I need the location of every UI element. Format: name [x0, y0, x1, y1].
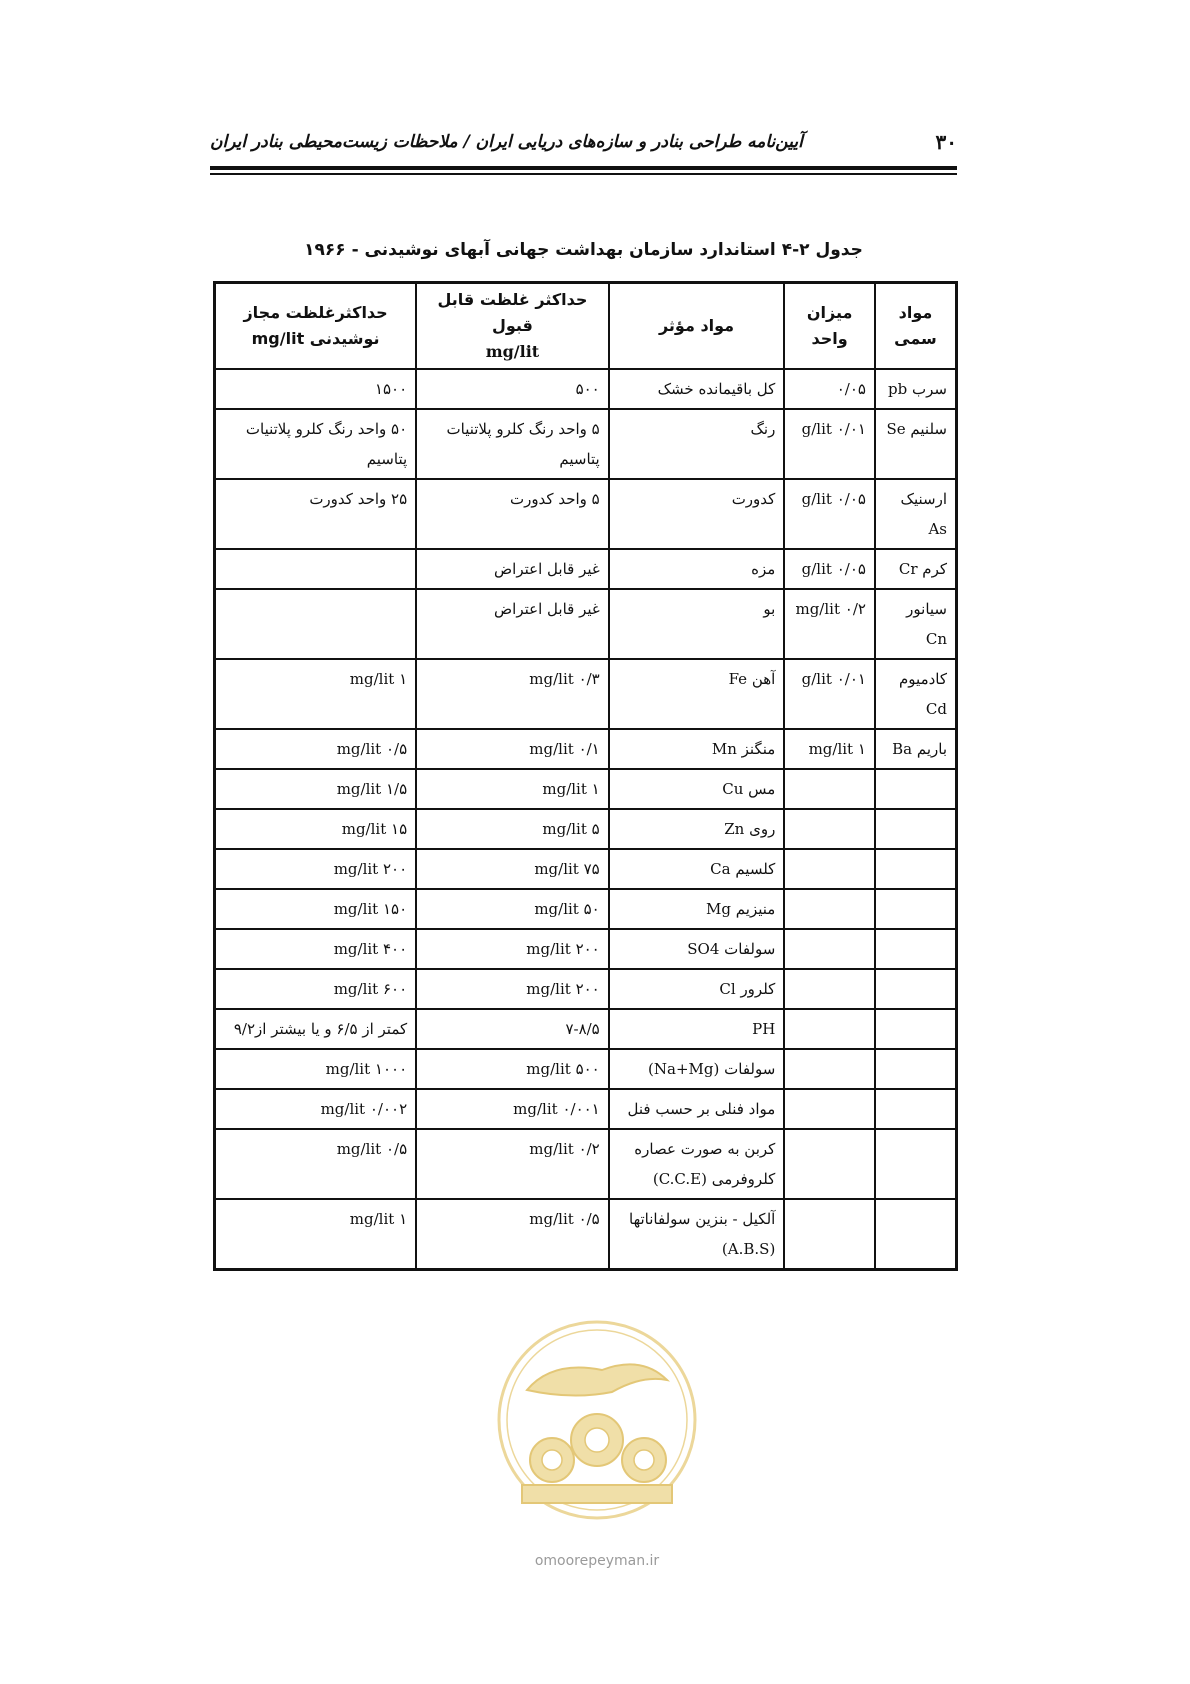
cell-acceptable: ۰/۰۰۱ mg/lit: [416, 1089, 609, 1129]
cell-max: ۱۰۰۰ mg/lit: [215, 1049, 417, 1089]
header-toxic: مواد سمی: [875, 283, 957, 370]
cell-acceptable: ۰/۵ mg/lit: [416, 1199, 609, 1270]
header-acceptable-line2: mg/lit: [485, 342, 540, 361]
cell-max: ۰/۵ mg/lit: [215, 1129, 417, 1199]
cell-agent: کلرور Cl: [609, 969, 785, 1009]
cell-toxic: [875, 849, 957, 889]
header-rule-thick: [210, 166, 957, 170]
cell-agent: مزه: [609, 549, 785, 589]
cell-toxic: ارسنیک As: [875, 479, 957, 549]
running-title: آیین‌نامه طراحی بنادر و سازه‌های دریایی ایران / ملاحظات زیست‌محیطی بنادر ایران: [210, 132, 803, 152]
cell-toxic: [875, 929, 957, 969]
watermark-logo-icon: [492, 1300, 702, 1550]
cell-max: ۱ mg/lit: [215, 659, 417, 729]
water-standard-table: [213, 281, 958, 1271]
table-row: [215, 369, 957, 409]
cell-max: ۲۵ واحد کدورت: [215, 479, 417, 549]
table-row: [215, 409, 957, 479]
cell-unit: [784, 769, 875, 809]
cell-acceptable: ۷۵ mg/lit: [416, 849, 609, 889]
cell-toxic: [875, 1049, 957, 1089]
cell-max: ۱۵۰ mg/lit: [215, 889, 417, 929]
cell-toxic: [875, 1199, 957, 1270]
cell-agent: سولفات (Na+Mg): [609, 1049, 785, 1089]
cell-acceptable: ۵ واحد رنگ کلرو پلاتنیات پتاسیم: [416, 409, 609, 479]
cell-acceptable: ۵۰۰: [416, 369, 609, 409]
cell-acceptable: ۱ mg/lit: [416, 769, 609, 809]
cell-agent: کل باقیمانده خشک: [609, 369, 785, 409]
cell-unit: ۰/۰۵: [784, 369, 875, 409]
cell-acceptable: غیر قابل اعتراض: [416, 549, 609, 589]
table-row: [215, 589, 957, 659]
cell-unit: ۰/۲ mg/lit: [784, 589, 875, 659]
cell-toxic: [875, 809, 957, 849]
cell-max: ۱۵ mg/lit: [215, 809, 417, 849]
table-header-row: [215, 283, 957, 370]
cell-toxic: [875, 969, 957, 1009]
page-header: [210, 126, 957, 170]
table-row: [215, 809, 957, 849]
cell-max: [215, 589, 417, 659]
watermark: [492, 1300, 702, 1569]
cell-agent: کربن به صورت عصاره کلروفرمی (C.C.E): [609, 1129, 785, 1199]
table-row: [215, 849, 957, 889]
cell-acceptable: غیر قابل اعتراض: [416, 589, 609, 659]
cell-unit: ۰/۰۵ g/lit: [784, 479, 875, 549]
cell-toxic: باریم Ba: [875, 729, 957, 769]
cell-toxic: کادمیوم Cd: [875, 659, 957, 729]
table-caption: جدول ۲-۴ استاندارد سازمان بهداشت جهانی آبهای نوشیدنی - ۱۹۶۶: [304, 240, 863, 260]
header-agent: مواد مؤثر: [609, 283, 785, 370]
cell-acceptable: ۲۰۰ mg/lit: [416, 929, 609, 969]
cell-unit: [784, 849, 875, 889]
header-unit-line1: میزان: [806, 303, 853, 322]
header-unit-line2: واحد: [811, 329, 848, 348]
cell-unit: [784, 929, 875, 969]
cell-toxic: سلنیم Se: [875, 409, 957, 479]
cell-agent: آلکیل - بنزین سولفاناتها (A.B.S): [609, 1199, 785, 1270]
page-number: ۳۰: [935, 130, 957, 154]
table-row: [215, 1009, 957, 1049]
cell-agent: سولفات SO4: [609, 929, 785, 969]
cell-max: ۶۰۰ mg/lit: [215, 969, 417, 1009]
cell-agent: روی Zn: [609, 809, 785, 849]
cell-toxic: [875, 1129, 957, 1199]
cell-toxic: کرم Cr: [875, 549, 957, 589]
table-row: [215, 1199, 957, 1270]
table-body: [215, 369, 957, 1270]
watermark-site: omoorepeyman.ir: [534, 1553, 660, 1569]
cell-unit: ۰/۰۱ g/lit: [784, 659, 875, 729]
table-row: [215, 889, 957, 929]
cell-agent: کدورت: [609, 479, 785, 549]
cell-unit: [784, 1129, 875, 1199]
cell-toxic: [875, 1089, 957, 1129]
table-row: [215, 929, 957, 969]
table-row: [215, 729, 957, 769]
table-row: [215, 1089, 957, 1129]
header-max-line1: حداکثرغلظت مجاز: [243, 303, 388, 322]
cell-toxic: سرب pb: [875, 369, 957, 409]
cell-toxic: [875, 1009, 957, 1049]
table-row: [215, 1129, 957, 1199]
cell-unit: [784, 889, 875, 929]
cell-unit: [784, 809, 875, 849]
cell-unit: ۰/۰۱ g/lit: [784, 409, 875, 479]
cell-toxic: [875, 889, 957, 929]
cell-max: [215, 549, 417, 589]
table-row: [215, 659, 957, 729]
header-max-line2: نوشیدنی mg/lit: [251, 329, 380, 348]
cell-unit: ۱ mg/lit: [784, 729, 875, 769]
cell-max: ۱/۵ mg/lit: [215, 769, 417, 809]
table-row: [215, 549, 957, 589]
cell-max: ۱۵۰۰: [215, 369, 417, 409]
cell-acceptable: ۰/۳ mg/lit: [416, 659, 609, 729]
table-row: [215, 769, 957, 809]
cell-agent: رنگ: [609, 409, 785, 479]
cell-acceptable: ۵ واحد کدورت: [416, 479, 609, 549]
cell-agent: منیزیم Mg: [609, 889, 785, 929]
cell-acceptable: ۷-۸/۵: [416, 1009, 609, 1049]
header-unit: [784, 283, 875, 370]
header-acceptable: [416, 283, 609, 370]
cell-agent: بو: [609, 589, 785, 659]
cell-agent: منگنز Mn: [609, 729, 785, 769]
cell-agent: مواد فنلی بر حسب فنل: [609, 1089, 785, 1129]
cell-max: ۲۰۰ mg/lit: [215, 849, 417, 889]
cell-acceptable: ۲۰۰ mg/lit: [416, 969, 609, 1009]
cell-unit: [784, 1089, 875, 1129]
cell-acceptable: ۰/۲ mg/lit: [416, 1129, 609, 1199]
table-row: [215, 969, 957, 1009]
header-rule-thin: [210, 173, 957, 175]
cell-agent: PH: [609, 1009, 785, 1049]
cell-unit: [784, 969, 875, 1009]
cell-max: ۴۰۰ mg/lit: [215, 929, 417, 969]
cell-toxic: [875, 769, 957, 809]
header-acceptable-line1: حداکثر غلظت قابل قبول: [437, 290, 588, 335]
cell-max: ۰/۰۰۲ mg/lit: [215, 1089, 417, 1129]
cell-agent: آهن Fe: [609, 659, 785, 729]
cell-max: ۱ mg/lit: [215, 1199, 417, 1270]
cell-max: ۰/۵ mg/lit: [215, 729, 417, 769]
cell-max: ۵۰ واحد رنگ کلرو پلاتنیات پتاسیم: [215, 409, 417, 479]
cell-agent: کلسیم Ca: [609, 849, 785, 889]
cell-unit: [784, 1199, 875, 1270]
cell-unit: ۰/۰۵ g/lit: [784, 549, 875, 589]
cell-acceptable: ۰/۱ mg/lit: [416, 729, 609, 769]
cell-unit: [784, 1049, 875, 1089]
table-row: [215, 479, 957, 549]
table-row: [215, 1049, 957, 1089]
cell-acceptable: ۵۰۰ mg/lit: [416, 1049, 609, 1089]
cell-acceptable: ۵ mg/lit: [416, 809, 609, 849]
header-max: [215, 283, 417, 370]
cell-acceptable: ۵۰ mg/lit: [416, 889, 609, 929]
cell-max: کمتر از ۶/۵ و یا بیشتر از۹/۲: [215, 1009, 417, 1049]
cell-toxic: سیانور Cn: [875, 589, 957, 659]
cell-unit: [784, 1009, 875, 1049]
cell-agent: مس Cu: [609, 769, 785, 809]
